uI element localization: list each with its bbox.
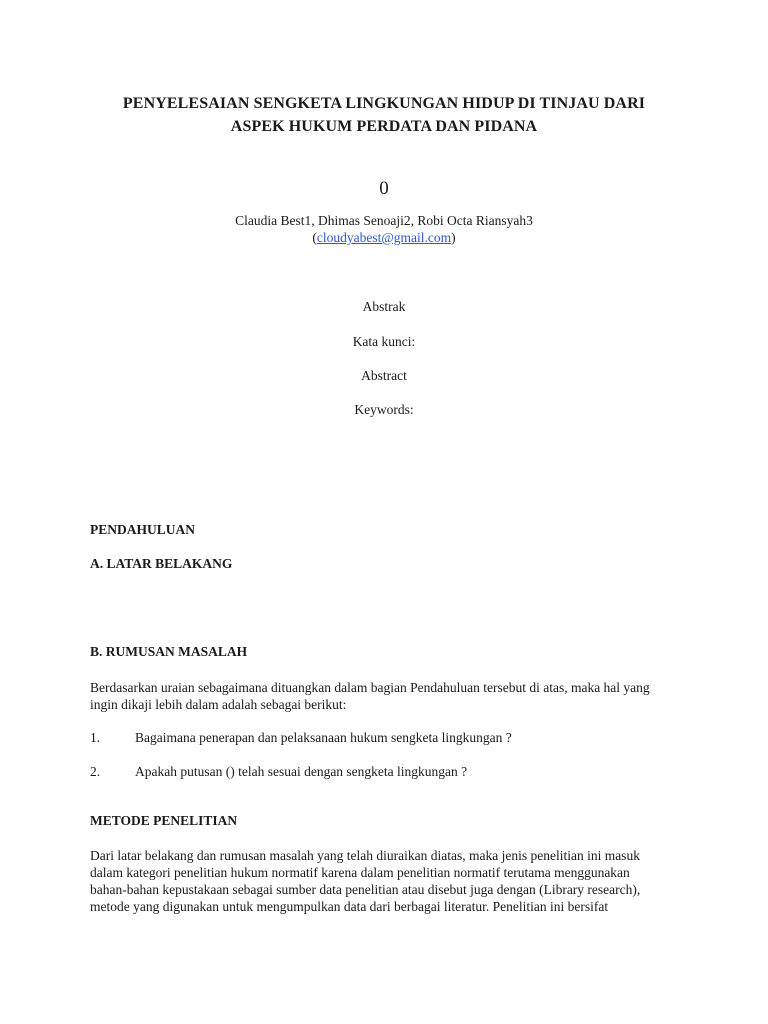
section-heading-pendahuluan: PENDAHULUAN bbox=[90, 522, 196, 537]
email-line bbox=[0, 229, 768, 247]
metode-paragraph bbox=[90, 847, 680, 915]
list-item-number: 2. bbox=[90, 764, 101, 779]
title-line-1: PENYELESAIAN SENGKETA LINGKUNGAN HIDUP DI TINJAU DARI bbox=[122, 95, 646, 112]
metode-line-2: dalam kategori penelitian hukum normatif karena dalam penelitian normatif terutama menggunakan bbox=[90, 865, 630, 880]
abstrak-label bbox=[0, 298, 768, 316]
list-item-text: Bagaimana penerapan dan pelaksanaan hukum sengketa lingkungan ? bbox=[135, 730, 512, 745]
rumusan-intro-paragraph bbox=[90, 679, 680, 713]
abstrak-text: Abstrak bbox=[362, 299, 406, 314]
rumusan-intro-line-1: Berdasarkan uraian sebagaimana dituangkan dalam bagian Pendahuluan tersebut di atas, maka hal yang bbox=[90, 680, 650, 695]
section-heading-metode-penelitian: METODE PENELITIAN bbox=[90, 813, 238, 828]
author-list: Claudia Best1, Dhimas Senoaji2, Robi Octa Riansyah3 bbox=[235, 213, 533, 228]
email-close-paren: ) bbox=[451, 230, 456, 245]
zero-marker: 0 bbox=[379, 178, 389, 199]
email-link[interactable]: cloudyabest@gmail.com bbox=[316, 230, 452, 245]
kata-kunci-text: Kata kunci: bbox=[352, 334, 416, 349]
keywords-text: Keywords: bbox=[354, 402, 414, 417]
metode-line-3: bahan-bahan kepustakaan sebagai sumber data penelitian atau disebut juga dengan (Library research), bbox=[90, 882, 641, 897]
metode-line-4: metode yang digunakan untuk mengumpulkan data dari berbagai literatur. Penelitian ini bersifat bbox=[90, 899, 609, 914]
keywords-label bbox=[0, 401, 768, 419]
title-line-2: ASPEK HUKUM PERDATA DAN PIDANA bbox=[230, 118, 538, 135]
metode-line-1: Dari latar belakang dan rumusan masalah yang telah diuraikan diatas, maka jenis penelitian ini masuk bbox=[90, 848, 640, 863]
list-item-number: 1. bbox=[90, 730, 101, 745]
abstract-label bbox=[0, 367, 768, 385]
kata-kunci-label bbox=[0, 333, 768, 351]
email-open-paren: ( bbox=[312, 230, 317, 245]
list-item-text: Apakah putusan () telah sesuai dengan sengketa lingkungan ? bbox=[135, 764, 468, 779]
rumusan-intro-line-2: ingin dikaji lebih dalam adalah sebagai berikut: bbox=[90, 697, 347, 712]
abstract-text: Abstract bbox=[361, 368, 407, 383]
section-heading-rumusan-masalah: B. RUMUSAN MASALAH bbox=[90, 644, 248, 659]
section-heading-latar-belakang: A. LATAR BELAKANG bbox=[90, 556, 233, 571]
